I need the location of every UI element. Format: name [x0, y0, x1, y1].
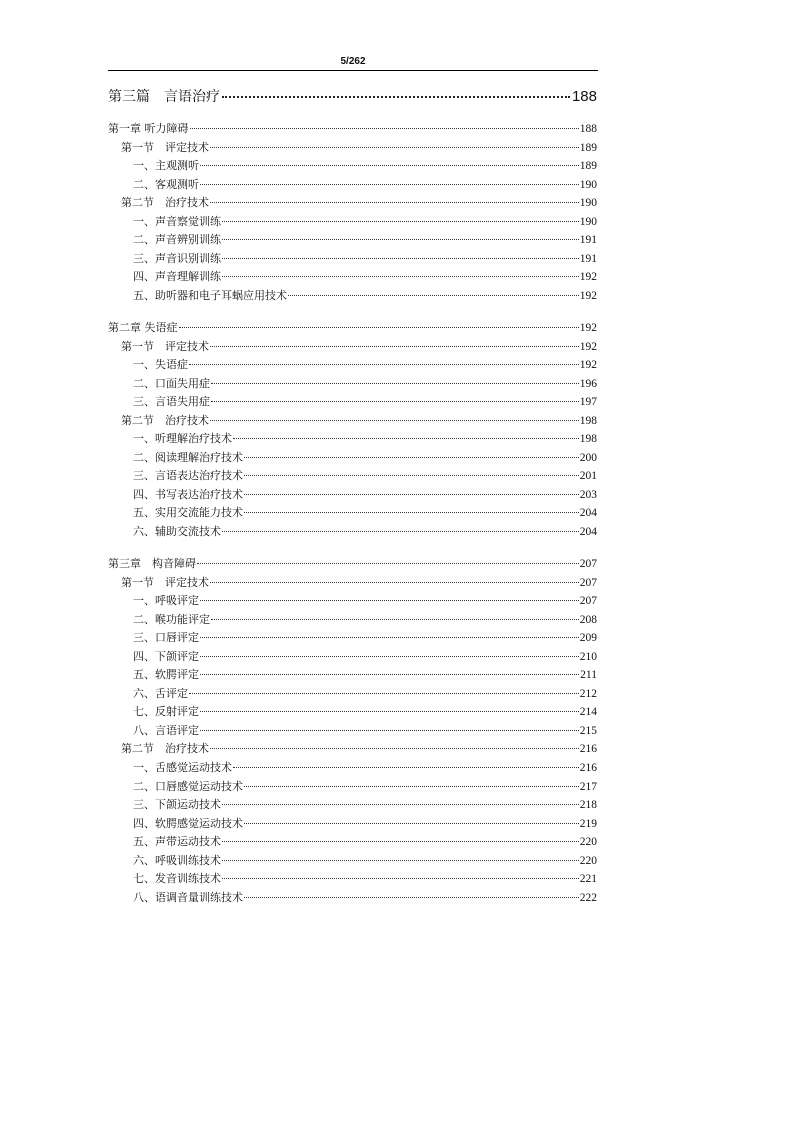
toc-item-entry[interactable] [108, 393, 597, 412]
dot-leader [210, 748, 579, 749]
toc-entry-label: 第二章 失语症 [108, 321, 178, 334]
toc-entry-page: 216 [579, 762, 597, 775]
toc-item-entry[interactable] [108, 648, 597, 667]
dot-leader [244, 786, 579, 787]
toc-entry-label: 六、舌评定 [133, 686, 188, 700]
dot-leader [210, 202, 579, 203]
toc-entry-page: 204 [579, 526, 597, 539]
toc-entry-page: 222 [579, 891, 597, 904]
toc-chapter-entry[interactable] [108, 120, 597, 139]
dot-leader [179, 327, 579, 328]
toc-entry-label: 二、客观测听 [133, 177, 199, 191]
toc-entry-page: 219 [579, 817, 597, 830]
dot-leader [244, 512, 579, 513]
toc-chapter-group [108, 120, 597, 305]
toc-entry-label: 一、听理解治疗技术 [133, 432, 232, 446]
toc-entry-label: 一、失语症 [133, 358, 188, 372]
toc-section-entry[interactable] [108, 139, 597, 158]
dot-leader [200, 600, 579, 601]
dot-leader [197, 563, 579, 564]
toc-item-entry[interactable] [108, 685, 597, 704]
toc-entry-label: 四、书写表达治疗技术 [133, 487, 243, 501]
toc-chapter-entry[interactable] [108, 555, 597, 574]
toc-entry-label: 二、口面失用症 [133, 376, 210, 390]
toc-item-entry[interactable] [108, 796, 597, 815]
toc-item-entry[interactable] [108, 611, 597, 630]
toc-entry-page: 190 [579, 197, 597, 210]
toc-entry-label: 第一节 评定技术 [121, 339, 209, 353]
toc-entry-label: 七、反射评定 [133, 705, 199, 719]
toc-item-entry[interactable] [108, 213, 597, 232]
toc-entry-label: 六、呼吸训练技术 [133, 853, 221, 867]
toc-entry-page: 220 [579, 836, 597, 849]
dot-leader [200, 674, 579, 675]
dot-leader [244, 823, 579, 824]
toc-entry-label: 第二节 治疗技术 [121, 196, 209, 210]
toc-part-label: 第三篇 言语治疗 [108, 89, 220, 105]
toc-entry-label: 第一章 听力障碍 [108, 122, 189, 135]
toc-entry-label: 三、言语失用症 [133, 395, 210, 409]
dot-leader [210, 147, 579, 148]
toc-section-entry[interactable] [108, 412, 597, 431]
dot-leader [222, 258, 579, 259]
toc-entry-page: 192 [579, 340, 597, 353]
dot-leader [222, 878, 579, 879]
toc-chapter-group [108, 555, 597, 907]
toc-entry-page: 190 [579, 215, 597, 228]
dot-leader [210, 420, 579, 421]
toc-item-entry[interactable] [108, 722, 597, 741]
toc-entry-label: 一、声音察觉训练 [133, 214, 221, 228]
dot-leader [200, 165, 579, 166]
toc-entry-page: 192 [579, 271, 597, 284]
dot-leader [200, 711, 579, 712]
toc-item-entry[interactable] [108, 815, 597, 834]
dot-leader [222, 860, 579, 861]
dot-leader [211, 619, 579, 620]
toc-section-entry[interactable] [108, 740, 597, 759]
toc-entry-label: 三、下颌运动技术 [133, 798, 221, 812]
toc-item-entry[interactable] [108, 889, 597, 908]
toc-entry-label: 六、辅助交流技术 [133, 525, 221, 539]
toc-entry-page: 200 [579, 451, 597, 464]
toc-entry-label: 二、口唇感觉运动技术 [133, 779, 243, 793]
toc-item-entry[interactable] [108, 287, 597, 306]
toc-item-entry[interactable] [108, 449, 597, 468]
dot-leader [211, 383, 579, 384]
toc-item-entry[interactable] [108, 250, 597, 269]
toc-entry-page: 220 [579, 854, 597, 867]
toc-entry-page: 188 [579, 123, 597, 135]
dot-leader [222, 239, 579, 240]
dot-leader [200, 656, 579, 657]
toc-entry-label: 四、下颌评定 [133, 649, 199, 663]
toc-entry-label: 二、声音辨别训练 [133, 233, 221, 247]
toc-item-entry[interactable] [108, 666, 597, 685]
toc-item-entry[interactable] [108, 176, 597, 195]
toc-item-entry[interactable] [108, 870, 597, 889]
toc-item-entry[interactable] [108, 833, 597, 852]
toc-entry-page: 211 [580, 669, 597, 682]
toc-entry-page: 221 [579, 873, 597, 886]
toc-entry-label: 第一节 评定技术 [121, 575, 209, 589]
toc-chapter-group [108, 319, 597, 542]
toc-entry-page: 197 [579, 396, 597, 409]
dot-leader [222, 531, 579, 532]
toc-entry-label: 五、助听器和电子耳蜗应用技术 [133, 288, 287, 302]
dot-leader [189, 364, 579, 365]
toc-entry-page: 198 [579, 433, 597, 446]
dot-leader [200, 730, 579, 731]
toc-item-entry[interactable] [108, 629, 597, 648]
dot-leader [210, 582, 579, 583]
toc-section-entry[interactable] [108, 194, 597, 213]
toc-entry-label: 第一节 评定技术 [121, 140, 209, 154]
dot-leader [244, 897, 579, 898]
toc-item-entry[interactable] [108, 467, 597, 486]
toc-entry-label: 七、发音训练技术 [133, 872, 221, 886]
toc-item-entry[interactable] [108, 268, 597, 287]
toc-entry-page: 212 [579, 687, 597, 700]
toc-item-entry[interactable] [108, 231, 597, 250]
toc-item-entry[interactable] [108, 703, 597, 722]
dot-leader [288, 295, 579, 296]
toc-entry-label: 二、阅读理解治疗技术 [133, 450, 243, 464]
toc-item-entry[interactable] [108, 592, 597, 611]
toc-entry-page: 207 [579, 576, 597, 589]
toc-entry-page: 216 [579, 743, 597, 756]
toc-entry-page: 198 [579, 414, 597, 427]
dot-leader [233, 767, 579, 768]
dot-leader [222, 221, 579, 222]
toc-entry-page: 196 [579, 377, 597, 390]
dot-leader [244, 457, 579, 458]
toc-item-entry[interactable] [108, 430, 597, 449]
toc-entry-label: 八、言语评定 [133, 723, 199, 737]
toc-entry-label: 五、声带运动技术 [133, 835, 221, 849]
toc-entry-page: 189 [579, 160, 597, 173]
toc-entry-page: 191 [579, 252, 597, 265]
toc-part-page: 188 [571, 88, 597, 105]
page-indicator: 5/262 [340, 56, 366, 67]
toc-entry-page: 218 [579, 799, 597, 812]
toc-entry-page: 210 [579, 650, 597, 663]
toc-entry-label: 五、实用交流能力技术 [133, 506, 243, 520]
dot-leader [222, 841, 579, 842]
toc-item-entry[interactable] [108, 356, 597, 375]
toc-entry-label: 三、口唇评定 [133, 631, 199, 645]
toc-entry-label: 四、声音理解训练 [133, 270, 221, 284]
toc-chapter-entry[interactable] [108, 319, 597, 338]
toc-entry-page: 208 [579, 613, 597, 626]
toc-item-entry[interactable] [108, 157, 597, 176]
toc-item-entry[interactable] [108, 778, 597, 797]
toc-entry-page: 214 [579, 706, 597, 719]
dot-leader [190, 128, 579, 129]
toc-item-entry[interactable] [108, 375, 597, 394]
toc-entry-page: 209 [579, 632, 597, 645]
toc-entry-page: 207 [579, 558, 597, 570]
toc-part-entry[interactable] [108, 86, 597, 106]
toc-entry-label: 三、言语表达治疗技术 [133, 469, 243, 483]
dot-leader [211, 401, 579, 402]
dot-leader [189, 693, 579, 694]
toc-entry-page: 192 [579, 289, 597, 302]
toc-entry-page: 192 [579, 322, 597, 334]
dot-leader [244, 494, 579, 495]
dot-leader [210, 346, 579, 347]
toc-entry-label: 五、软腭评定 [133, 668, 199, 682]
dot-leader [200, 184, 579, 185]
toc-entry-label: 一、舌感觉运动技术 [133, 761, 232, 775]
toc-entry-page: 207 [579, 595, 597, 608]
toc-entry-page: 189 [579, 141, 597, 154]
toc-entry-label: 一、主观测听 [133, 159, 199, 173]
dot-leader [233, 438, 579, 439]
toc-entry-label: 第三章 构音障碍 [108, 557, 196, 570]
toc-item-entry[interactable] [108, 486, 597, 505]
toc-item-entry[interactable] [108, 523, 597, 542]
toc-entry-label: 二、喉功能评定 [133, 612, 210, 626]
toc-entry-label: 第二节 治疗技术 [121, 413, 209, 427]
toc-item-entry[interactable] [108, 852, 597, 871]
toc-entry-page: 215 [579, 724, 597, 737]
toc-entry-label: 第二节 治疗技术 [121, 742, 209, 756]
dot-leader [222, 276, 579, 277]
toc-entry-page: 191 [579, 234, 597, 247]
toc-entry-page: 190 [579, 178, 597, 191]
toc-entry-page: 201 [579, 470, 597, 483]
toc-item-entry[interactable] [108, 759, 597, 778]
toc-entry-label: 三、声音识别训练 [133, 251, 221, 265]
toc-entry-label: 四、软腭感觉运动技术 [133, 816, 243, 830]
toc-entry-page: 192 [579, 359, 597, 372]
toc-section-entry[interactable] [108, 338, 597, 357]
toc-item-entry[interactable] [108, 504, 597, 523]
toc-entry-page: 217 [579, 780, 597, 793]
dot-leader [244, 475, 579, 476]
toc-entry-label: 八、语调音量训练技术 [133, 890, 243, 904]
dot-leader [200, 637, 579, 638]
toc-entry-label: 一、呼吸评定 [133, 594, 199, 608]
header-rule [108, 70, 598, 71]
toc-section-entry[interactable] [108, 574, 597, 593]
toc-entry-page: 204 [579, 507, 597, 520]
dot-leader [222, 804, 579, 805]
toc-entry-page: 203 [579, 488, 597, 501]
dot-leader [222, 96, 570, 98]
